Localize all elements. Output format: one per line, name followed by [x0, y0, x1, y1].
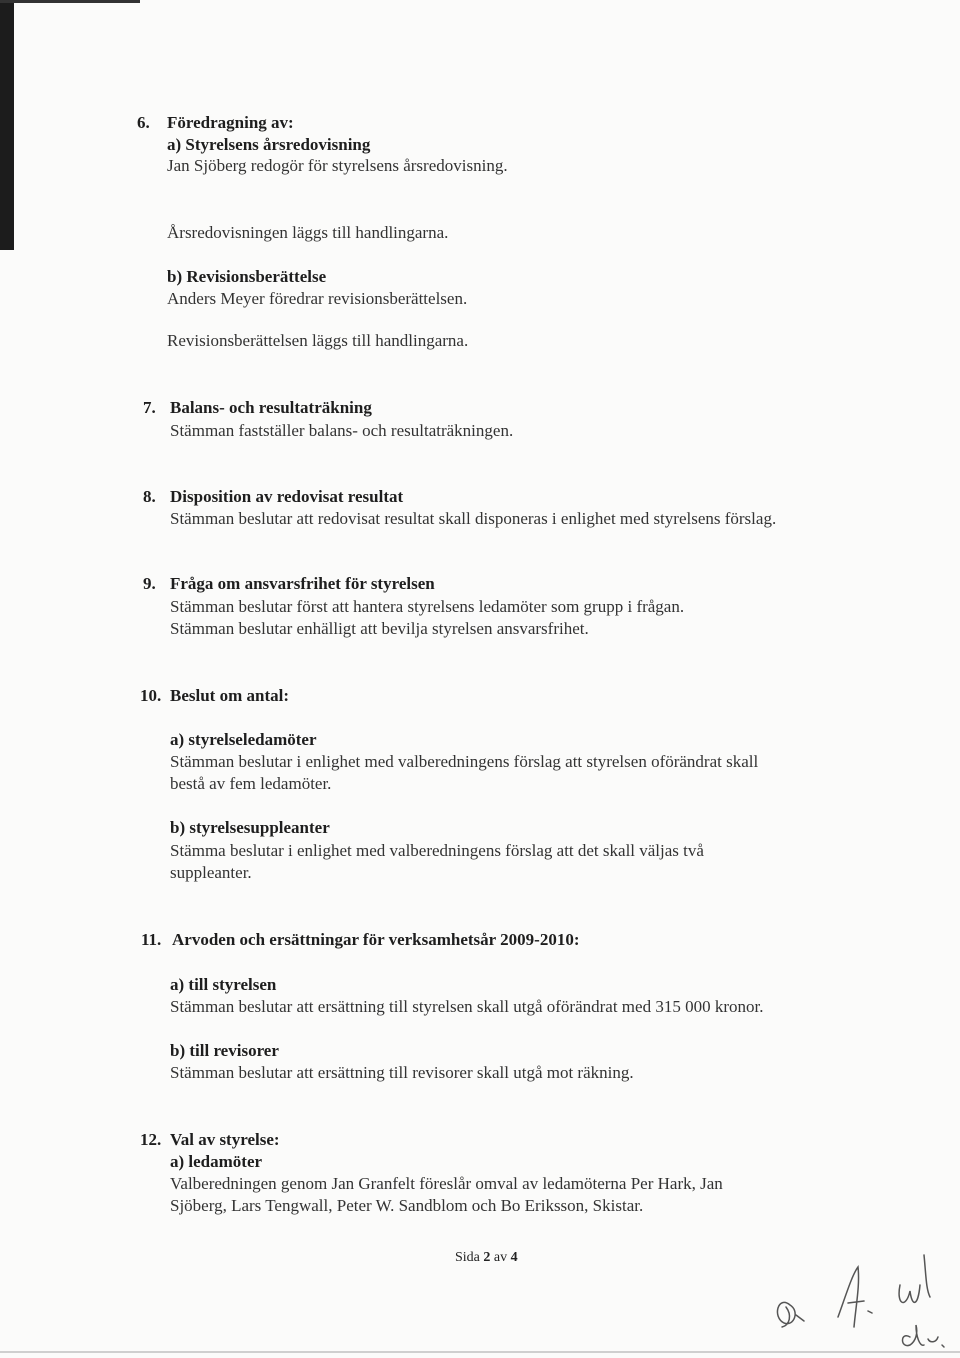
- section-6b-title: b) Revisionsberättelse: [167, 267, 327, 286]
- footer-page-number: 2: [483, 1250, 491, 1265]
- footer-sida: Sida: [455, 1250, 480, 1265]
- section-6b-decision: Revisionsberättelsen läggs till handlingarna.: [167, 331, 469, 350]
- section-9-number: 9.: [143, 574, 156, 593]
- section-10b-text-1: Stämma beslutar i enlighet med valberedningens förslag att det skall väljas två: [170, 841, 704, 860]
- section-7-text: Stämman fastställer balans- och resultaträkningen.: [170, 421, 514, 440]
- footer-av: av: [493, 1250, 508, 1265]
- section-10-title: Beslut om antal:: [170, 686, 289, 705]
- section-9-text-2: Stämman beslutar enhälligt att bevilja styrelsen ansvarsfrihet.: [170, 619, 589, 638]
- section-6b-text: Anders Meyer föredrar revisionsberättelsen.: [167, 289, 468, 308]
- section-11a-text: Stämman beslutar att ersättning till styrelsen skall utgå oförändrat med 315 000 kronor.: [170, 997, 764, 1016]
- section-10a-title: a) styrelseledamöter: [170, 730, 317, 749]
- section-10b-text-2: suppleanter.: [170, 863, 252, 882]
- section-8-number: 8.: [143, 487, 156, 506]
- section-11b-text: Stämman beslutar att ersättning till revisorer skall utgå mot räkning.: [170, 1063, 634, 1082]
- section-12a-text-1: Valberedningen genom Jan Granfelt föreslår omval av ledamöterna Per Hark, Jan: [170, 1174, 723, 1193]
- section-8-text: Stämman beslutar att redovisat resultat skall disponeras i enlighet med styrelsens förslag.: [170, 509, 777, 528]
- section-12-title: Val av styrelse:: [170, 1130, 280, 1149]
- section-11a-title: a) till styrelsen: [170, 975, 277, 994]
- initial-signature-2: [838, 1267, 872, 1327]
- section-6a-text: Jan Sjöberg redogör för styrelsens årsredovisning.: [167, 156, 508, 175]
- section-9-title: Fråga om ansvarsfrihet för styrelsen: [170, 574, 435, 593]
- page-footer: [455, 1250, 518, 1266]
- section-7-number: 7.: [143, 398, 156, 417]
- section-10a-text-1: Stämman beslutar i enlighet med valberedningens förslag att styrelsen oförändrat skall: [170, 752, 759, 771]
- footer-page-total: 4: [510, 1250, 518, 1265]
- section-7-title: Balans- och resultaträkning: [170, 398, 372, 417]
- section-8-title: Disposition av redovisat resultat: [170, 487, 404, 506]
- section-12a-title: a) ledamöter: [170, 1152, 263, 1171]
- section-11-number: 11.: [141, 930, 162, 949]
- initial-signature-3: [899, 1255, 930, 1302]
- section-11-title: Arvoden och ersättningar för verksamhetsår 2009-2010:: [172, 930, 580, 949]
- section-10a-text-2: bestå av fem ledamöter.: [170, 774, 332, 793]
- section-6a-decision: Årsredovisningen läggs till handlingarna.: [167, 223, 449, 242]
- scan-edge-top: [0, 0, 140, 3]
- initial-signature-4: [903, 1325, 945, 1347]
- initial-signature-1: [777, 1302, 804, 1327]
- section-11b-title: b) till revisorer: [170, 1041, 279, 1060]
- section-6-title: Föredragning av:: [167, 113, 294, 132]
- section-9-text-1: Stämman beslutar först att hantera styrelsens ledamöter som grupp i frågan.: [170, 597, 685, 616]
- scan-edge-left: [0, 0, 14, 250]
- section-10-number: 10.: [140, 686, 162, 705]
- handwritten-initials: [760, 1245, 960, 1355]
- section-10b-title: b) styrelsesuppleanter: [170, 818, 330, 837]
- section-6-number: 6.: [137, 113, 150, 132]
- section-12a-text-2: Sjöberg, Lars Tengwall, Peter W. Sandblom och Bo Eriksson, Skistar.: [170, 1196, 644, 1215]
- section-12-number: 12.: [140, 1130, 162, 1149]
- section-6a-title: a) Styrelsens årsredovisning: [167, 135, 371, 154]
